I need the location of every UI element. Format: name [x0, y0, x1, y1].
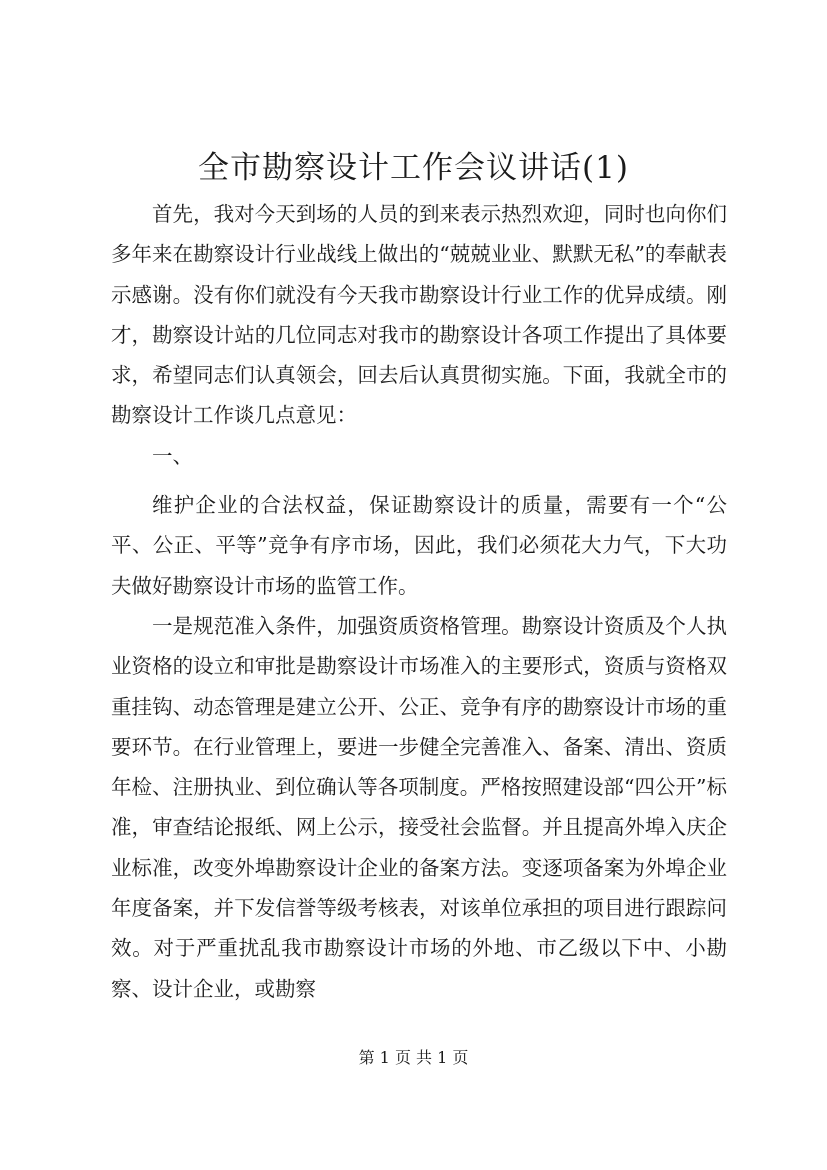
- paragraph-intro: 首先，我对今天到场的人员的到来表示热烈欢迎，同时也向你们多年来在勘察设计行业战线上做出的“兢兢业业、默默无私”的奉献表示感谢。没有你们就没有今天我市勘察设计行业工作的优异成绩。刚才，勘察设计站的几位同志对我市的勘察设计各项工作提出了具体要求，希望同志们认真领会，回去后认真贯彻实施。下面，我就全市的勘察设计工作谈几点意见：: [111, 202, 727, 428]
- page-number: 第 1 页 共 1 页: [358, 1048, 469, 1067]
- paragraph-qualification: 一是规范准入条件，加强资质资格管理。勘察设计资质及个人执业资格的设立和审批是勘察设计市场准入的主要形式，资质与资格双重挂钩、动态管理是建立公开、公正、竞争有序的勘察设计市场的重要环节。在行业管理上，要进一步健全完善准入、备案、清出、资质年检、注册执业、到位确认等各项制度。严格按照建设部“四公开”标准，审查结论报纸、网上公示，接受社会监督。并且提高外埠入庆企业标准，改变外埠勘察设计企业的备案方法。变逐项备案为外埠企业年度备案，并下发信誉等级考核表，对该单位承担的项目进行跟踪问效。对于严重扰乱我市勘察设计市场的外地、市乙级以下中、小勘察、设计企业，或勘察: [111, 613, 727, 1001]
- document-body: [111, 194, 727, 1009]
- document-title: 全市勘察设计工作会议讲话(1): [198, 150, 629, 186]
- paragraph-market: 维护企业的合法权益，保证勘察设计的质量，需要有一个“公平、公正、平等”竞争有序市场，因此，我们必须花大力气，下大功夫做好勘察设计市场的监管工作。: [111, 493, 727, 598]
- section-heading-one: 一、: [152, 443, 193, 468]
